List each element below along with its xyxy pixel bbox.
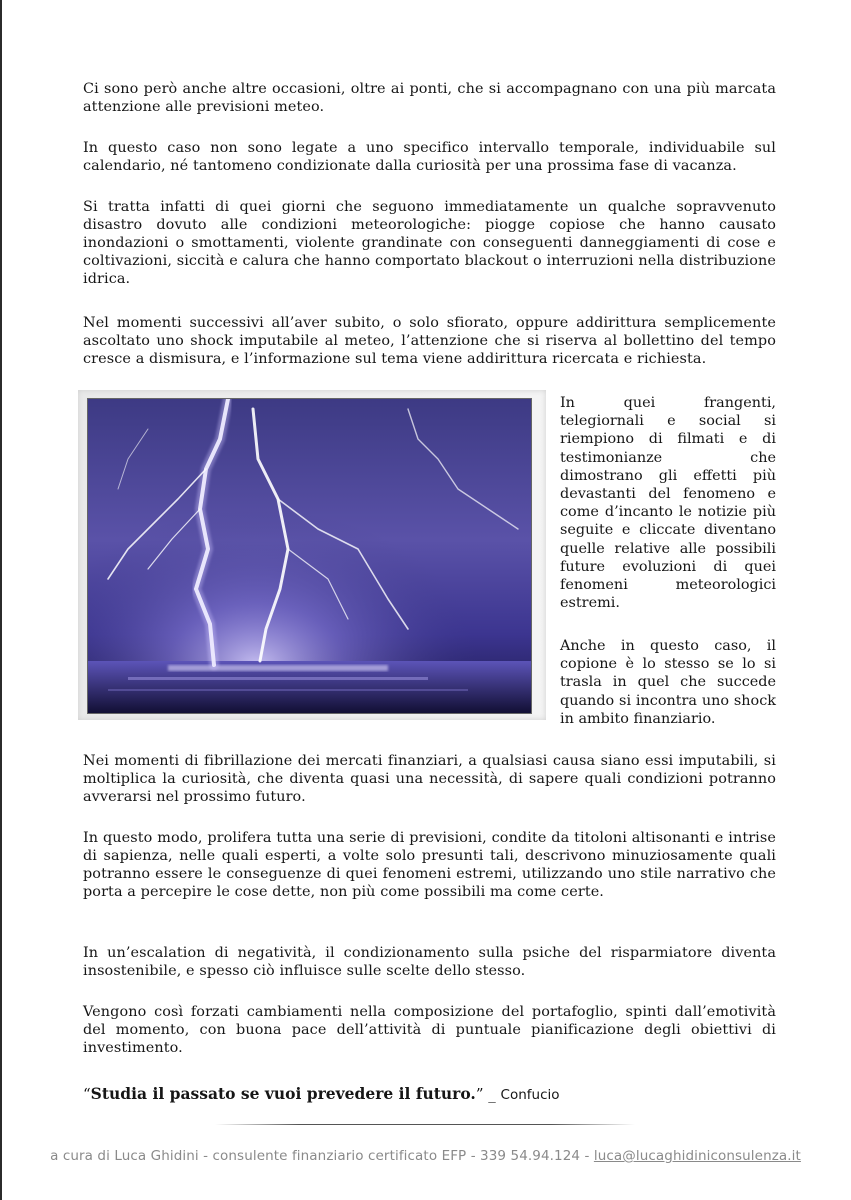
paragraph-3: Si tratta infatti di quei giorni che seguono immediatamente un qualche sopravvenuto disastro dovuto alle condizioni meteorologiche: piogge copiose che hanno causato inondazioni o smottamenti, violente grandinate con conseguenti danneggiamenti di cose e coltivazioni, siccità e calura che hanno comportato blackout o interruzioni nella distribuzione idrica. xyxy=(83,199,776,287)
footer-email-link[interactable]: luca@lucaghidiniconsulenza.it xyxy=(593,1148,801,1164)
paragraph-1: Ci sono però anche altre occasioni, oltre ai ponti, che si accompagnano con una più marcata attenzione alle previsioni meteo. xyxy=(83,81,776,115)
footer-text: a cura di Luca Ghidini - consulente finanziario certificato EFP - 339 54.94.124 - xyxy=(50,1148,594,1164)
quote-author: Confucio xyxy=(500,1087,560,1103)
quote-text: Studia il passato se vuoi prevedere il futuro. xyxy=(90,1084,476,1103)
quote-open-mark: “ xyxy=(83,1085,91,1103)
paragraph-8: Vengono così forzati cambiamenti nella composizione del portafoglio, spinti dall’emotività del momento, con buona pace dell’attività di puntuale pianificazione degli obiettivi di investimento. xyxy=(83,1004,776,1056)
side-paragraph-1: In quei frangenti, telegiornali e social si riempiono di filmati e di testimonianze che dimostrano gli effetti più devastanti del fenomeno e come d’incanto le notizie più seguite e cliccate diventano quelle relative alle possibili future evoluzioni di quei fenomeni meteorologici estremi. xyxy=(560,395,776,612)
paragraph-6: In questo modo, prolifera tutta una serie di previsioni, condite da titoloni altisonanti e intrise di sapienza, nelle quali esperti, a volte solo presunti tali, descrivono minuziosamente quali potranno essere le conseguenze di quei fenomeni estremi, utilizzando uno stile narrativo che porta a percepire le cose dette, non più come possibili ma come certe. xyxy=(83,830,776,900)
paragraph-4: Nel momenti successivi all’aver subito, o solo sfiorato, oppure addirittura semplicemente ascoltato uno shock imputabile al meteo, l’attenzione che si riserva al bollettino del tempo cresce a dismisura, e l’informazione sul tema viene addirittura ricercata e richiesta. xyxy=(83,315,776,367)
quote-close-mark: ” xyxy=(475,1085,484,1103)
paragraph-2: In questo caso non sono legate a uno specifico intervallo temporale, individuabile sul calendario, né tantomeno condizionate dalla curiosità per una prossima fase di vacanza. xyxy=(83,140,776,174)
side-paragraph-2: Anche in questo caso, il copione è lo stesso se lo si trasla in quel che succede quando si incontra uno shock in ambito finanziario. xyxy=(560,638,776,727)
page-edge xyxy=(0,0,2,1200)
paragraph-7: In un’escalation di negatività, il condizionamento sulla psiche del risparmiatore diventa insostenibile, e spesso ciò influisce sulle scelte dello stesso. xyxy=(83,945,776,979)
footer xyxy=(0,1148,851,1164)
footer-divider xyxy=(215,1124,635,1125)
quote xyxy=(83,1084,776,1105)
quote-separator: _ xyxy=(483,1085,501,1103)
paragraph-5: Nei momenti di fibrillazione dei mercati finanziari, a qualsiasi causa siano essi imputabili, si moltiplica la curiosità, che diventa quasi una necessità, di sapere quali condizioni potranno avverarsi nel prossimo futuro. xyxy=(83,753,776,805)
lightning-photo xyxy=(87,398,532,714)
